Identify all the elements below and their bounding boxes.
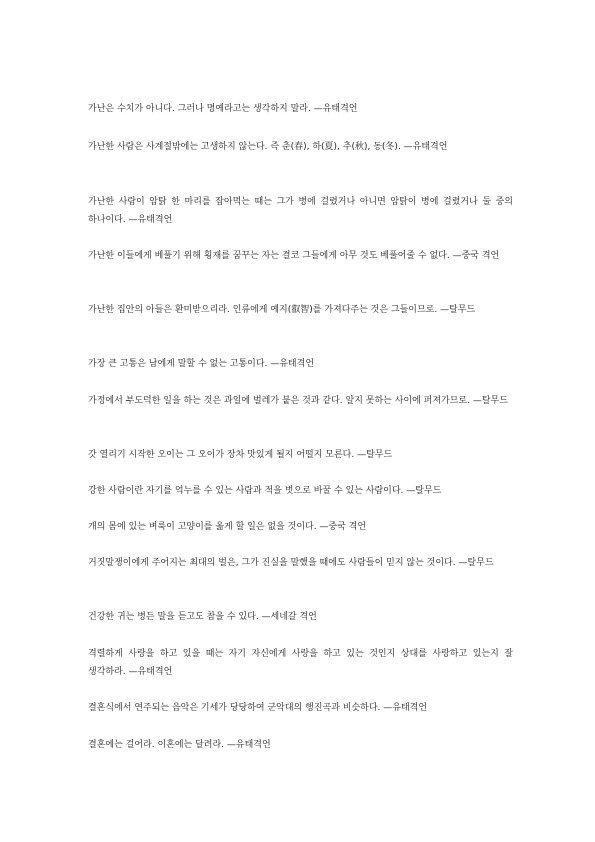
quote-item: 가난한 사람이 암탉 한 마리를 잡아먹는 때는 그가 병에 걸렸거나 아니면 암탉이 병에 걸렸거나 둘 중의 하나이다. —유태격언 [88, 197, 513, 225]
quote-item: 결혼식에서 연주되는 음악은 기세가 당당하여 군악대의 행진곡과 비슷하다. —유태격언 [88, 703, 428, 713]
quote-item: 가정에서 부도덕한 일을 하는 것은 과일에 벌레가 붙은 것과 같다. 알지 못하는 사이에 퍼져가므로. —탈무드 [88, 396, 508, 406]
quote-item: 갓 열리기 시작한 오이는 그 오이가 장차 맛있게 될지 어떨지 모른다. —탈무드 [88, 450, 393, 460]
quote-item: 건강한 귀는 병든 말을 듣고도 참을 수 있다. —세네갈 격언 [88, 612, 317, 622]
quote-item: 가난한 이들에게 베풀기 위해 횡재를 꿈꾸는 자는 결코 그들에게 아무 것도 베풀어줄 수 없다. —중국 격언 [88, 251, 500, 261]
quote-item: 가난한 사람은 사계절밖에는 고생하지 않는다. 즉 춘(春), 하(夏), 추(秋), 동(冬). —유태격언 [88, 142, 448, 152]
quote-item: 결혼에는 걸어라. 이혼에는 달려라. —유태격언 [88, 740, 271, 750]
quote-item: 가난은 수치가 아니다. 그러나 명예라고는 생각하지 말라. —유태격언 [88, 104, 358, 114]
quote-item: 가장 큰 고통은 남에게 말할 수 없는 고통이다. —유태격언 [88, 359, 315, 369]
quote-item: 강한 사람이란 자기를 억누를 수 있는 사람과 적을 벗으로 바꿀 수 있는 사람이다. —탈무드 [88, 486, 442, 496]
quote-item: 가난한 집안의 아들은 환미받으리라. 인류에게 예지(叡智)를 가져다주는 것은 그들이므로. —탈무드 [88, 305, 476, 315]
quote-item: 격렬하게 사랑을 하고 있을 때는 자기 자신에게 사랑을 하고 있는 것인지 상대를 사랑하고 있는지 잘 생각하라. —유태격언 [88, 649, 513, 677]
quote-item: 거짓말쟁이에게 주어지는 최대의 벌은, 그가 진실을 말했을 때에도 사람들이 믿지 않는 것이다. —탈무드 [88, 558, 494, 568]
quote-item: 개의 몸에 있는 벼룩이 고양이를 옮게 할 일은 없을 것이다. —중국 격언 [88, 522, 367, 532]
